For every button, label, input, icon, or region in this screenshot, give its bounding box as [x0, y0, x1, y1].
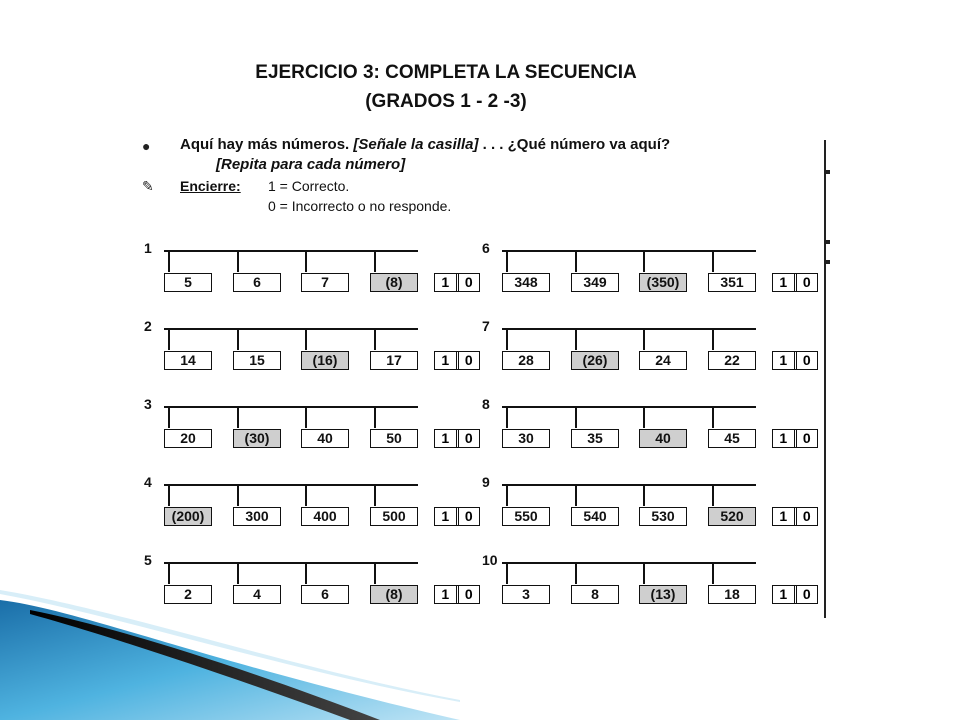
score-box[interactable] [434, 507, 480, 526]
slide-title [0, 58, 892, 116]
exercise-9 [482, 474, 822, 538]
edge-mark [826, 170, 830, 174]
answer-cell: (16) [301, 351, 349, 370]
sequence-cell: 30 [502, 429, 550, 448]
sequence-cell: 500 [370, 507, 418, 526]
sequence-cell: 45 [708, 429, 756, 448]
sequence-cell: 400 [301, 507, 349, 526]
score-incorrect: 0 = Incorrecto o no responde. [268, 198, 452, 214]
sequence-bracket [502, 406, 756, 428]
sequence-bracket [164, 484, 418, 506]
exercise-10 [482, 552, 822, 616]
speaker-icon: ● [142, 138, 151, 154]
exercise-8 [482, 396, 822, 460]
score-box[interactable] [772, 585, 818, 604]
score-option-0[interactable]: 0 [464, 586, 473, 602]
answer-cell: (8) [370, 273, 418, 292]
encierre-label: Encierre: [180, 178, 241, 194]
exercise-number: 2 [144, 318, 152, 334]
exercise-number: 4 [144, 474, 152, 490]
score-option-1[interactable]: 1 [773, 430, 797, 447]
exercise-number: 7 [482, 318, 490, 334]
sequence-cell: 18 [708, 585, 756, 604]
score-option-1[interactable]: 1 [773, 352, 797, 369]
sequence-cell: 28 [502, 351, 550, 370]
exercise-number: 10 [482, 552, 498, 568]
score-option-1[interactable]: 1 [435, 586, 459, 603]
sequence-cell: 550 [502, 507, 550, 526]
exercise-number: 9 [482, 474, 490, 490]
prompt-italic: [Señale la casilla] [353, 136, 479, 153]
score-box[interactable] [772, 507, 818, 526]
score-option-1[interactable]: 1 [435, 274, 459, 291]
exercise-number: 5 [144, 552, 152, 568]
sequence-bracket [164, 406, 418, 428]
sequence-cell: 348 [502, 273, 550, 292]
score-correct: Encierre: 1 = Correcto. [180, 178, 350, 194]
sequence-bracket [502, 250, 756, 272]
sequence-cell: 35 [571, 429, 619, 448]
exercise-7 [482, 318, 822, 382]
answer-cell: (350) [639, 273, 687, 292]
exercise-3 [144, 396, 484, 460]
answer-cell: (8) [370, 585, 418, 604]
score-option-1[interactable]: 1 [435, 352, 459, 369]
sequence-bracket [502, 484, 756, 506]
pencil-icon: ✎ [142, 178, 154, 194]
sequence-cell: 7 [301, 273, 349, 292]
sequence-cell: 20 [164, 429, 212, 448]
sequence-cell: 22 [708, 351, 756, 370]
worksheet-image [140, 130, 828, 620]
score-box[interactable] [434, 351, 480, 370]
score-option-1[interactable]: 1 [435, 508, 459, 525]
exercise-number: 3 [144, 396, 152, 412]
sequence-bracket [164, 562, 418, 584]
sequence-cell: 351 [708, 273, 756, 292]
answer-cell: (200) [164, 507, 212, 526]
score-option-0[interactable]: 0 [464, 508, 473, 524]
score-option-0[interactable]: 0 [802, 352, 811, 368]
sequence-bracket [502, 562, 756, 584]
score-option-0[interactable]: 0 [464, 430, 473, 446]
score-option-0[interactable]: 0 [802, 430, 811, 446]
sequence-cell: 24 [639, 351, 687, 370]
decorative-wave [0, 590, 460, 720]
exercise-number: 6 [482, 240, 490, 256]
score-option-0[interactable]: 0 [802, 586, 811, 602]
score-option-0[interactable]: 0 [464, 274, 473, 290]
score-option-0[interactable]: 0 [464, 352, 473, 368]
answer-cell: 40 [639, 429, 687, 448]
sequence-cell: 17 [370, 351, 418, 370]
sequence-cell: 5 [164, 273, 212, 292]
score-box[interactable] [772, 273, 818, 292]
instruction-prompt [180, 136, 670, 153]
score-option-1[interactable]: 1 [773, 586, 797, 603]
sequence-cell: 540 [571, 507, 619, 526]
exercise-2 [144, 318, 484, 382]
score-option-0[interactable]: 0 [802, 508, 811, 524]
score-option-0[interactable]: 0 [802, 274, 811, 290]
exercise-number: 1 [144, 240, 152, 256]
edge-mark [826, 240, 830, 244]
title-line-1: EJERCICIO 3: COMPLETA LA SECUENCIA [255, 62, 637, 83]
sequence-bracket [164, 250, 418, 272]
score-box[interactable] [434, 429, 480, 448]
sequence-cell: 6 [233, 273, 281, 292]
score-option-1[interactable]: 1 [773, 274, 797, 291]
prompt-plain: Aquí hay más números. [180, 136, 354, 153]
sequence-cell: 300 [233, 507, 281, 526]
answer-cell: (30) [233, 429, 281, 448]
exercise-number: 8 [482, 396, 490, 412]
answer-cell: 520 [708, 507, 756, 526]
score-box[interactable] [772, 351, 818, 370]
sequence-cell: 6 [301, 585, 349, 604]
edge-mark [826, 260, 830, 264]
score-option-1[interactable]: 1 [773, 508, 797, 525]
sequence-cell: 4 [233, 585, 281, 604]
sequence-cell: 8 [571, 585, 619, 604]
instruction-repeat: [Repita para cada número] [216, 156, 406, 173]
prompt-question: . . . ¿Qué número va aquí? [478, 136, 671, 153]
sequence-cell: 15 [233, 351, 281, 370]
sequence-cell: 349 [571, 273, 619, 292]
sequence-bracket [502, 328, 756, 350]
exercise-1 [144, 240, 484, 304]
answer-cell: (26) [571, 351, 619, 370]
sequence-bracket [164, 328, 418, 350]
exercise-4 [144, 474, 484, 538]
sequence-cell: 40 [301, 429, 349, 448]
title-line-2: (GRADOS 1 - 2 -3) [365, 91, 527, 112]
sequence-cell: 530 [639, 507, 687, 526]
sequence-cell: 3 [502, 585, 550, 604]
sequence-cell: 50 [370, 429, 418, 448]
score-option-1[interactable]: 1 [435, 430, 459, 447]
sequence-cell: 14 [164, 351, 212, 370]
score-box[interactable] [772, 429, 818, 448]
answer-cell: (13) [639, 585, 687, 604]
exercise-6 [482, 240, 822, 304]
score-box[interactable] [434, 273, 480, 292]
sequence-cell: 2 [164, 585, 212, 604]
page-edge-line [824, 140, 826, 618]
